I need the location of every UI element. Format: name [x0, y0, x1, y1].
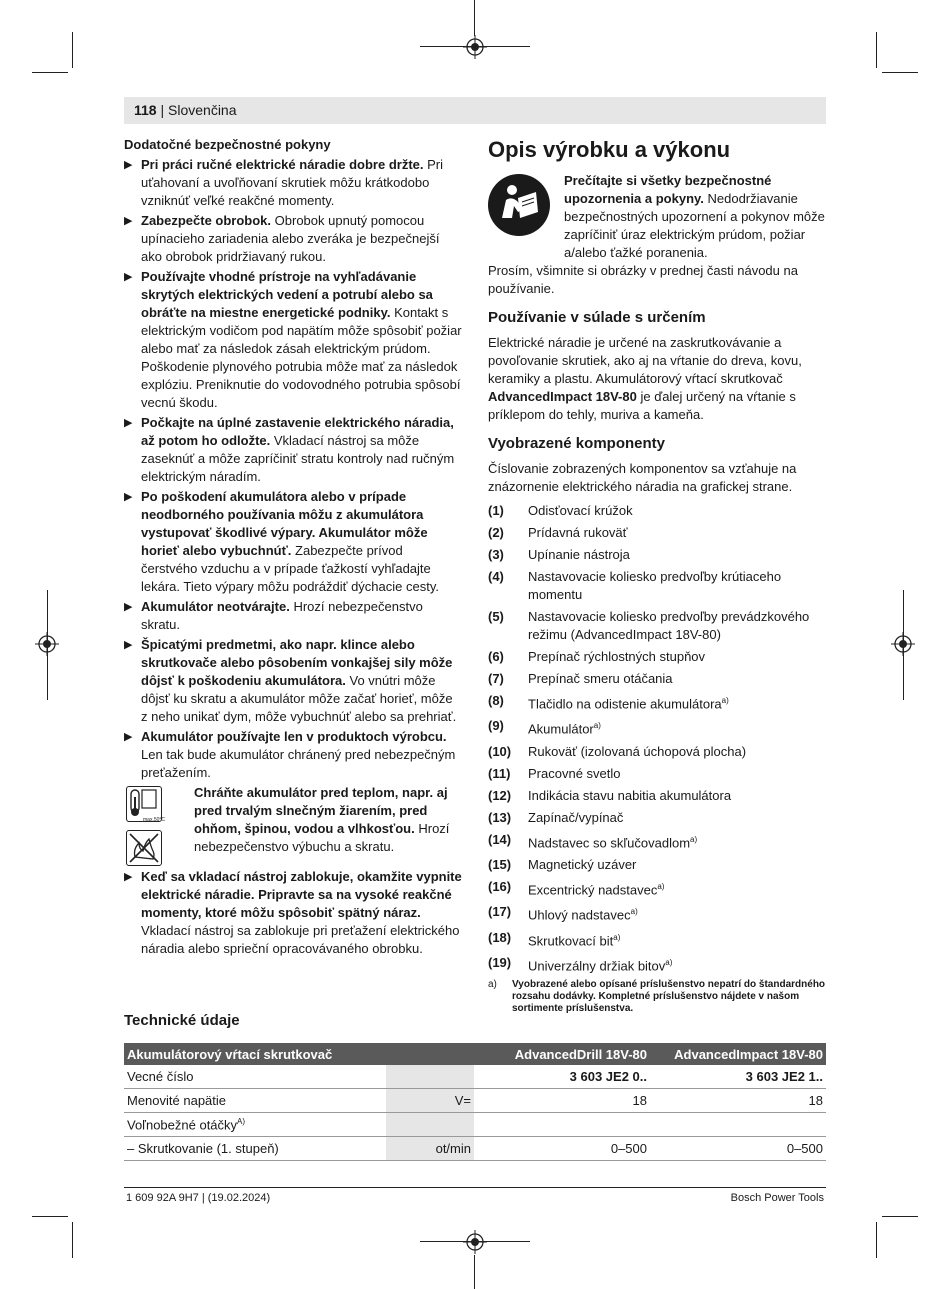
table-cell-value — [650, 1113, 826, 1137]
row-label: Voľnobežné otáčky — [127, 1117, 238, 1133]
component-label — [528, 878, 828, 899]
component-name: Nastavovacie koliesko predvoľby prevádzkového režimu (AdvancedImpact 18V-80) — [528, 609, 810, 642]
list-item — [488, 787, 828, 805]
bullet-bold: Po poškodení akumulátora alebo v prípade neodborného používania môžu z akumulátora vystupovať škodlivé výpary. Akumulátor môže horieť alebo vybuchnúť. — [141, 489, 428, 558]
bullet-text: Len tak bude akumulátor chránený pred nebezpečným preťažením. — [141, 747, 456, 780]
crop-mark — [72, 1222, 73, 1258]
table-row — [124, 1089, 826, 1113]
component-label — [528, 743, 828, 761]
bullet-bold: Akumulátor používajte len v produktoch výrobcu. — [141, 729, 447, 744]
table-cell-value: 3 603 JE2 1.. — [650, 1065, 826, 1089]
components-intro: Číslovanie zobrazených komponentov sa vzťahuje na znázornenie elektrického náradia na grafickej strane. — [488, 461, 797, 494]
component-number: (4) — [488, 569, 504, 584]
table-cell-value: 18 — [474, 1089, 650, 1113]
read-bold: Prečítajte si všetky bezpečnostné upozornenia a pokyny. — [564, 173, 772, 206]
bullet-text: Vkladací nástroj sa môže zaseknúť a môže zapríčiniť stratu kontroly nad ručným elektrickým náradím. — [141, 433, 455, 484]
component-name: Skrutkovací bit — [528, 932, 614, 948]
page-number: 118 — [134, 102, 157, 118]
component-label — [528, 546, 828, 564]
bullet-triangle-icon: ▶ — [124, 271, 133, 283]
component-number: (13) — [488, 809, 512, 825]
bullet-item — [124, 636, 462, 726]
bullet-bold: Počkajte na úplné zastavenie elektrického náradia, až potom ho odložte. — [141, 415, 454, 448]
component-label — [528, 692, 828, 713]
bullet-bold: Zabezpečte obrobok. — [141, 213, 272, 228]
read-manual-icon — [488, 174, 550, 236]
component-number: (5) — [488, 609, 504, 624]
section-title: Opis výrobku a výkonu — [488, 137, 731, 162]
component-label — [528, 670, 828, 688]
component-number: (18) — [488, 929, 512, 945]
component-footnote-ref: a) — [665, 957, 673, 967]
crop-mark — [876, 1222, 877, 1258]
component-footnote-ref: a) — [657, 881, 665, 891]
table-header: AdvancedDrill 18V-80 — [474, 1043, 650, 1065]
read-instructions-box — [488, 172, 828, 262]
bullet-triangle-icon: ▶ — [124, 159, 133, 171]
footnote-marker: a) — [488, 979, 497, 991]
table-header: Akumulátorový vŕtací skrutkovač — [124, 1043, 386, 1065]
component-label — [528, 524, 828, 542]
crop-mark — [882, 1216, 918, 1217]
list-item — [488, 903, 828, 924]
component-number: (3) — [488, 547, 504, 562]
component-footnote-ref: a) — [593, 721, 601, 731]
component-number: (8) — [488, 693, 504, 708]
component-label — [528, 568, 828, 604]
usage-bold: AdvancedImpact 18V-80 — [488, 389, 637, 404]
page-label: 118 | Slovenčina — [134, 102, 237, 118]
list-item — [488, 929, 828, 950]
component-name: Nastavovacie koliesko predvoľby krútiaceho momentu — [528, 569, 782, 602]
component-name: Nadstavec so skľučovadlom — [528, 834, 691, 850]
usage-heading: Používanie v súlade s určením — [488, 309, 706, 326]
component-label — [528, 765, 828, 783]
component-label — [528, 809, 828, 827]
registration-mark-icon — [463, 35, 487, 59]
list-item — [488, 568, 828, 604]
bullet-text: Zabezpečte prívod čerstvého vzduchu a v prípade ťažkostí vyhľadajte lekára. Tieto výpary môžu podráždiť dýchacie cesty. — [141, 543, 439, 594]
usage-text-1: Elektrické náradie je určené na zaskrutkovávanie a povoľovanie skrutiek, ako aj na vŕtanie do dreva, kovu, keramiky a plastu. Akumulátorový vŕtací skrutkovač — [488, 335, 802, 386]
component-number: (11) — [488, 765, 511, 781]
warning-bold-text: Chráňte akumulátor pred teplom, napr. aj pred trvalým slnečným žiarením, pred ohňom, špinou, vodou a vlhkosťou. — [194, 785, 448, 836]
component-label — [528, 648, 828, 666]
component-name: Zapínač/vypínač — [528, 809, 624, 825]
language-label: Slovenčina — [168, 102, 237, 118]
usage-text-2: je ďalej určený na vŕtanie s príklepom do tehly, muriva a kameňa. — [488, 389, 796, 422]
component-footnote-ref: a) — [613, 932, 621, 942]
table-cell-unit: V= — [386, 1089, 474, 1113]
right-column — [488, 136, 828, 1015]
crop-mark — [882, 72, 918, 73]
battery-warning-box — [124, 784, 462, 864]
table-cell-unit: ot/min — [386, 1137, 474, 1161]
bullet-text: Vkladací nástroj sa zablokuje pri preťažení elektrického náradia alebo sprieční opracovávaného obrobku. — [141, 923, 460, 956]
row-label: – Skrutkovanie (1. stupeň) — [127, 1141, 279, 1156]
component-name: Odisťovací krúžok — [528, 503, 633, 518]
tech-data-table — [124, 1043, 826, 1161]
bullet-triangle-icon: ▶ — [124, 215, 133, 227]
list-item — [488, 670, 828, 688]
crop-mark — [32, 1216, 68, 1217]
component-label — [528, 831, 828, 852]
footnote-text: Vyobrazené alebo opísané príslušenstvo nepatrí do štandardného rozsahu dodávky. Kompletné príslušenstvo nájdete v našom sortimente príslušenstva. — [512, 979, 826, 1015]
list-item — [488, 765, 828, 783]
crop-mark — [32, 72, 68, 73]
bullet-text: Hrozí nebezpečenstvo skratu. — [141, 599, 423, 632]
component-label — [528, 608, 828, 644]
warning-icons — [126, 786, 166, 874]
component-number: (10) — [488, 743, 512, 759]
bullet-triangle-icon: ▶ — [124, 871, 133, 883]
component-number: (1) — [488, 503, 504, 518]
component-footnote-ref: a) — [690, 834, 698, 844]
bullet-triangle-icon: ▶ — [124, 639, 133, 651]
bullet-item — [124, 268, 462, 412]
component-name: Upínanie nástroja — [528, 547, 630, 562]
bullet-item — [124, 212, 462, 266]
bullet-triangle-icon: ▶ — [124, 491, 133, 503]
table-cell-value: 18 — [650, 1089, 826, 1113]
bullet-item — [124, 414, 462, 486]
component-label — [528, 787, 828, 805]
bullet-triangle-icon: ▶ — [124, 417, 133, 429]
list-item — [488, 546, 828, 564]
table-header — [386, 1043, 474, 1065]
row-footnote-ref: A) — [237, 1116, 246, 1126]
component-label — [528, 954, 828, 975]
component-number: (16) — [488, 878, 512, 894]
components-list — [488, 502, 828, 975]
table-row — [124, 1065, 826, 1089]
component-name: Prídavná rukoväť — [528, 525, 628, 540]
list-item — [488, 648, 828, 666]
component-number: (2) — [488, 525, 504, 540]
component-label — [528, 717, 828, 738]
component-name: Rukoväť (izolovaná úchopová plocha) — [528, 743, 747, 759]
list-item — [488, 717, 828, 738]
component-name: Prepínač rýchlostných stupňov — [528, 649, 706, 664]
bullet-item — [124, 488, 462, 596]
row-label: Vecné číslo — [127, 1069, 194, 1084]
component-name: Excentrický nadstavec — [528, 882, 658, 898]
usage-paragraph — [488, 334, 828, 424]
bullet-item — [124, 156, 462, 210]
figures-note: Prosím, všimnite si obrázky v prednej časti návodu na používanie. — [488, 263, 798, 296]
crop-mark — [903, 590, 904, 700]
list-item — [488, 856, 828, 874]
tech-table-body — [124, 1065, 826, 1161]
list-item — [488, 743, 828, 761]
component-footnote-ref: a) — [721, 696, 729, 705]
table-row — [124, 1113, 826, 1137]
crop-mark — [474, 0, 475, 36]
left-column — [124, 136, 462, 960]
page-footer — [124, 1187, 826, 1204]
registration-mark-icon — [463, 1230, 487, 1254]
table-cell-unit — [386, 1065, 474, 1089]
thermometer-icon — [126, 786, 166, 823]
row-label: Menovité napätie — [127, 1093, 227, 1108]
component-name: Uhlový nadstavec — [528, 907, 631, 923]
footnote — [488, 979, 828, 1015]
safety-subheading: Dodatočné bezpečnostné pokyny — [124, 137, 331, 152]
bullet-item — [124, 868, 462, 958]
read-text: Nedodržiavanie bezpečnostných upozornení a pokynov môže zapríčiniť úraz elektrickým prúdom, požiar a/alebo ťažké poranenia. — [564, 191, 825, 260]
table-header: AdvancedImpact 18V-80 — [650, 1043, 826, 1065]
table-cell-value: 3 603 JE2 0.. — [474, 1065, 650, 1089]
list-item — [488, 692, 828, 713]
table-cell-label — [124, 1113, 386, 1137]
list-item — [488, 954, 828, 975]
component-number: (19) — [488, 954, 512, 970]
crop-mark — [474, 1255, 475, 1289]
tech-data-heading: Technické údaje — [124, 1012, 240, 1029]
table-cell-unit — [386, 1113, 474, 1137]
bullet-bold: Akumulátor neotvárajte. — [141, 599, 290, 614]
component-name: Tlačidlo na odistenie akumulátora — [528, 696, 722, 712]
component-number: (9) — [488, 718, 504, 734]
crop-mark — [47, 590, 48, 700]
crop-mark — [72, 32, 73, 68]
crop-mark — [876, 32, 877, 68]
no-water-fire-icon — [126, 830, 162, 866]
component-number: (14) — [488, 831, 512, 847]
table-cell-value: 0–500 — [650, 1137, 826, 1161]
bullet-text: Pri uťahovaní a uvoľňovaní skrutiek môžu krátkodobo vzniknúť veľké reakčné momenty. — [141, 157, 444, 208]
bullet-bold: Keď sa vkladací nástroj zablokuje, okamžite vypnite elektrické náradie. Pripravte sa na vysoké reakčné momenty, ktoré môžu spôsobiť spätný náraz. — [141, 869, 462, 920]
component-number: (12) — [488, 787, 512, 803]
bullet-bold: Špicatými predmetmi, ako napr. klince alebo skrutkovače alebo pôsobením vonkajšej sily môže dôjsť k poškodeniu akumulátora. — [141, 637, 453, 688]
components-heading: Vyobrazené komponenty — [488, 435, 665, 452]
temperature-label: max.50°C — [143, 817, 166, 823]
table-cell-value: 0–500 — [474, 1137, 650, 1161]
warning-text: Hrozí nebezpečenstvo výbuchu a skratu. — [194, 821, 450, 854]
table-cell-label — [124, 1089, 386, 1113]
component-name: Indikácia stavu nabitia akumulátora — [528, 787, 732, 803]
bullet-text: Obrobok upnutý pomocou upínacieho zariadenia alebo zveráka je bezpečnejší ako obrobok pridržiavaný rukou. — [141, 213, 440, 264]
component-footnote-ref: a) — [630, 907, 638, 917]
component-label — [528, 929, 828, 950]
component-label — [528, 856, 828, 874]
bullet-item — [124, 598, 462, 634]
bullet-bold: Pri práci ručné elektrické náradie dobre držte. — [141, 157, 424, 172]
safety-bullet-list — [124, 156, 462, 782]
bullet-text: Kontakt s elektrickým vodičom pod napätím môže spôsobiť požiar alebo mať za následok zásah elektrickým prúdom. Poškodenie plynového potrubia môže mať za následok explóziu. Preniknutie do vodovodného potrubia spôsobí vecnú škodu. — [141, 305, 462, 410]
table-cell-value — [474, 1113, 650, 1137]
list-item — [488, 878, 828, 899]
component-label — [528, 903, 828, 924]
component-number: (17) — [488, 904, 512, 920]
component-name: Magnetický uzáver — [528, 856, 637, 872]
document-number: 1 609 92A 9H7 | (19.02.2024) — [126, 1192, 271, 1204]
bullet-text: Vo vnútri môže dôjsť ku skratu a akumulátor môže začať horieť, môže z neho unikať dym, môže vybuchnúť alebo sa prehriať. — [141, 673, 457, 724]
bullet-bold: Používajte vhodné prístroje na vyhľadávanie skrytých elektrických vedení a potrubí alebo sa obráťte na miestne energetické podniky. — [141, 269, 433, 320]
component-number: (15) — [488, 856, 512, 872]
component-name: Univerzálny držiak bitov — [528, 958, 666, 974]
table-row — [124, 1137, 826, 1161]
table-cell-label — [124, 1065, 386, 1089]
table-cell-label — [124, 1137, 386, 1161]
list-item — [488, 502, 828, 520]
list-item — [488, 809, 828, 827]
list-item — [488, 608, 828, 644]
list-item — [488, 524, 828, 542]
brand-name: Bosch Power Tools — [730, 1192, 824, 1204]
page-header — [124, 97, 826, 124]
component-name: Pracovné svetlo — [528, 765, 621, 781]
component-name: Prepínač smeru otáčania — [528, 671, 673, 686]
list-item — [488, 831, 828, 852]
table-header-row — [124, 1043, 826, 1065]
bullet-triangle-icon: ▶ — [124, 731, 133, 743]
bullet-item — [124, 728, 462, 782]
bullet-triangle-icon: ▶ — [124, 601, 133, 613]
component-label — [528, 502, 828, 520]
component-number: (7) — [488, 671, 504, 686]
component-name: Akumulátor — [528, 721, 594, 737]
component-number: (6) — [488, 649, 504, 664]
